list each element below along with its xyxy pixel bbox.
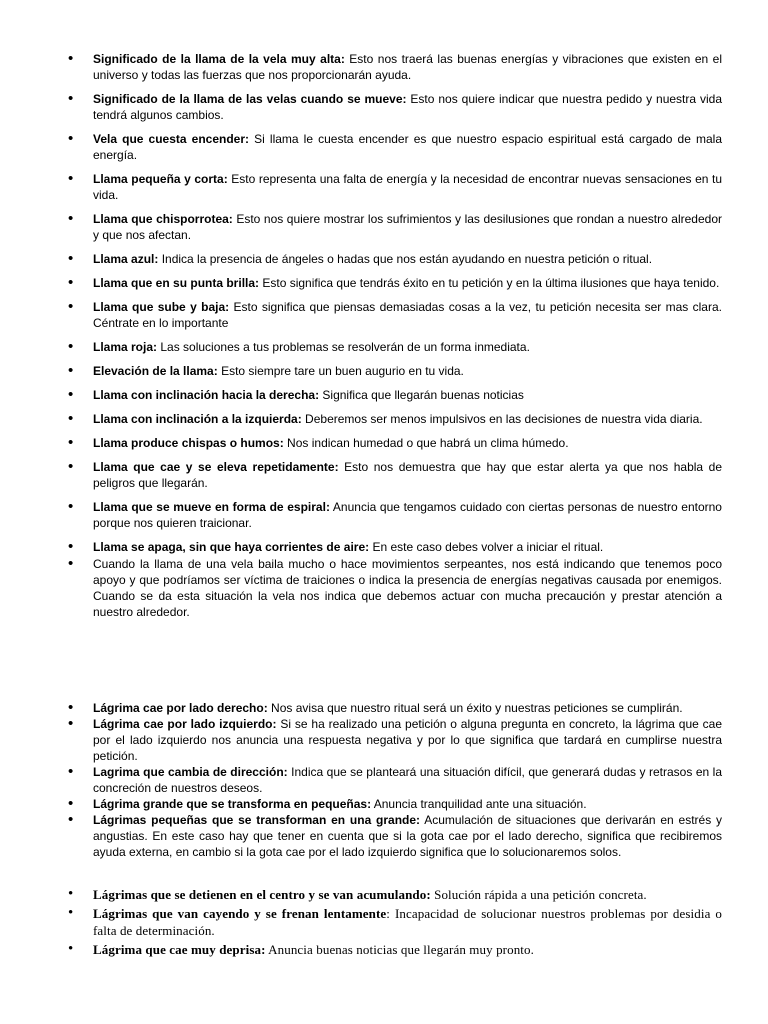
bullet-term: Lágrima cae por lado derecho: [93,701,268,715]
bullet-description: Esto siempre tare un buen augurio en tu vida. [217,364,464,378]
bullet-description: Si llama le cuesta encender es que nuestro espacio espiritual está cargado de mala energía. [93,132,723,162]
bullet-description: Las soluciones a tus problemas se resolverán de un forma inmediata. [157,340,530,354]
bullet-description: Esto nos quiere mostrar los sufrimientos y las desilusiones que rondan a nuestro alrededor y que nos afectan. [93,212,722,242]
bullet-term: Llama que chisporrotea: [93,212,233,226]
bullet-term: Lágrimas que van cayendo y se frenan lentamente [93,906,387,921]
bullet-term: Lágrima que cae muy deprisa: [93,942,266,957]
bullet-description: Solución rápida a una petición concreta. [430,887,647,902]
bullet-item [0,435,768,451]
candle-tear-meanings-list [0,700,768,860]
bullet-item [0,499,768,531]
bullet-item [0,941,768,958]
bullet-term: Llama se apaga, sin que haya corrientes de aire: [93,540,370,554]
bullet-term: Significado de la llama de las velas cuando se mueve: [93,92,407,106]
bullet-term: Llama que en su punta brilla: [93,276,260,290]
bullet-description: Anuncia tranquilidad ante una situación. [371,797,587,811]
bullet-item [0,886,768,903]
bullet-item [0,905,768,939]
bullet-term: Llama roja: [93,340,158,354]
bullet-term: Vela que cuesta encender: [93,132,250,146]
bullet-item [0,51,768,83]
bullet-description: Acumulación de situaciones que derivarán en estrés y angustias. En este caso hay que tener en cuenta que si la gota cae por el lado derecho, significa que recibiremos ayuda externa, en cambio si la gota cae por el lado izquierdo significa que lo solucionaremos solos. [93,813,723,859]
bullet-item [0,131,768,163]
bullet-description: Esto representa una falta de energía y la necesidad de encontrar nuevas sensaciones en tu vida. [93,172,722,202]
bullet-term: Lagrima que cambia de dirección: [93,765,288,779]
bullet-item [0,339,768,355]
bullet-item [0,411,768,427]
bullet-term: Llama con inclinación a la izquierda: [93,412,302,426]
bullet-description: Nos indican humedad o que habrá un clima húmedo. [283,436,569,450]
bullet-term: Significado de la llama de la vela muy alta: [93,52,345,66]
bullet-term: Llama azul: [93,252,159,266]
bullet-item [0,459,768,491]
bullet-description: Nos avisa que nuestro ritual será un éxito y nuestras peticiones se cumplirán. [267,701,683,715]
bullet-description: Esto nos quiere indicar que nuestra pedido y nuestra vida tendrá algunos cambios. [93,92,722,122]
bullet-description: Esto significa que tendrás éxito en tu petición y en la última ilusiones que haya tenido. [259,276,720,290]
bullet-description: Si se ha realizado una petición o alguna pregunta en concreto, la lágrima que cae por el lado izquierdo nos anuncia una respuesta negativa y por lo que significa que tardará en cumplirse nuestra petición. [93,717,723,763]
bullet-term: Elevación de la llama: [93,364,218,378]
bullet-item [0,171,768,203]
bullet-description: : Incapacidad de solucionar nuestros problemas por desidia o falta de determinación. [93,906,722,938]
bullet-description: Esto nos traerá las buenas energías y vibraciones que existen en el universo y todas las fuerzas que nos proporcionarán ayuda. [93,52,722,82]
bullet-item [0,299,768,331]
bullet-item [0,387,768,403]
bullet-description: Anuncia que tengamos cuidado con ciertas personas de nuestro entorno porque nos quieren traicionar. [93,500,722,530]
bullet-description: Indica la presencia de ángeles o hadas que nos están ayudando en nuestra petición o ritual. [158,252,653,266]
bullet-item [0,556,768,620]
bullet-term: Lágrima cae por lado izquierdo: [93,717,277,731]
bullet-item [0,796,768,812]
bullet-item [0,251,768,267]
bullet-term: Llama que se mueve en forma de espiral: [93,500,330,514]
bullet-description: Significa que llegarán buenas noticias [319,388,524,402]
bullet-description: Esto nos demuestra que hay que estar alerta ya que nos habla de peligros que llegarán. [93,460,723,490]
bullet-item [0,275,768,291]
bullet-description: Deberemos ser menos impulsivos en las decisiones de nuestra vida diaria. [301,412,703,426]
bullet-term: Llama con inclinación hacia la derecha: [93,388,320,402]
bullet-term: Lágrima grande que se transforma en pequeñas: [93,797,372,811]
bullet-description: En este caso debes volver a iniciar el ritual. [369,540,604,554]
bullet-term: Lágrimas pequeñas que se transforman en una grande: [93,813,421,827]
bullet-term: Llama que cae y se eleva repetidamente: [93,460,339,474]
bullet-item [0,764,768,796]
bullet-item [0,716,768,764]
bullet-term: Lágrimas que se detienen en el centro y se van acumulando: [93,887,431,902]
candle-flame-meanings-list [0,51,768,628]
candle-tear-meanings-list-continued [0,886,768,960]
bullet-term: Llama que sube y baja: [93,300,230,314]
bullet-description: Cuando la llama de una vela baila mucho o hace movimientos serpeantes, nos está indicando que tenemos poco apoyo y que podríamos ser víctima de traiciones o indica la presencia de energías negativas causada por enemigos. Cuando se da esta situación la vela nos indica que debemos actuar con mucha precaución y prestar atención a nuestro alrededor. [93,557,722,619]
bullet-item [0,211,768,243]
bullet-description: Anuncia buenas noticias que llegarán muy pronto. [265,942,534,957]
bullet-item [0,91,768,123]
bullet-item [0,812,768,860]
bullet-item [0,363,768,379]
bullet-description: Esto significa que piensas demasiadas cosas a la vez, tu petición necesita ser mas clara. Céntrate en lo importante [93,300,722,330]
bullet-description: Indica que se planteará una situación difícil, que generará dudas y retrasos en la concreción de nuestros deseos. [93,765,722,795]
bullet-term: Llama produce chispas o humos: [93,436,284,450]
bullet-item [0,700,768,716]
bullet-item [0,539,768,555]
bullet-term: Llama pequeña y corta: [93,172,228,186]
